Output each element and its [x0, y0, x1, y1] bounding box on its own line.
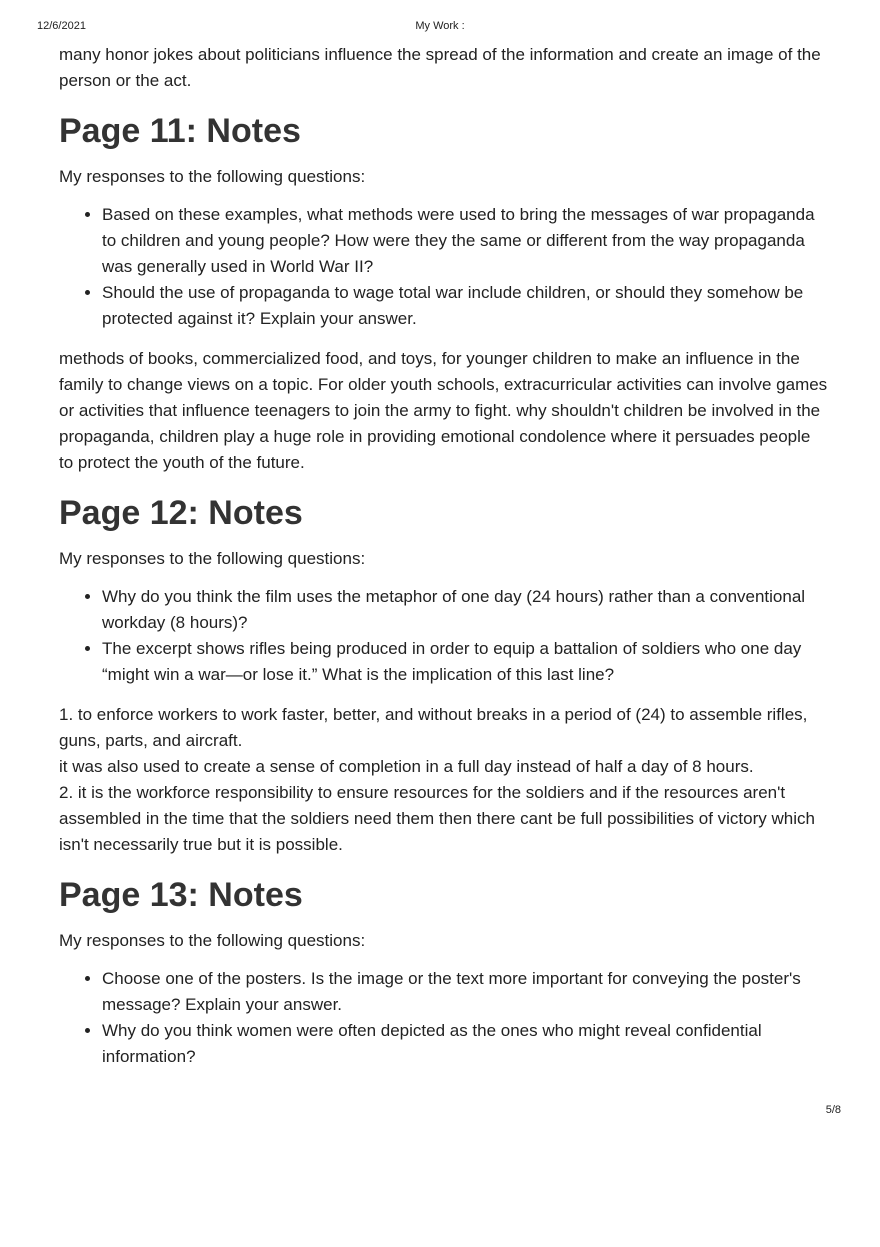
section-prompt: My responses to the following questions:	[59, 931, 366, 950]
question-item: • Why do you think the film uses the metaphor of one day (24 hours) rather than a conventional workday (8 hours)?	[102, 584, 829, 636]
answer-text: 1. to enforce workers to work faster, better, and without breaks in a period of (24) to assemble rifles, guns, parts, and aircraft.	[59, 705, 808, 750]
page-number: 5/8	[825, 1104, 841, 1116]
document-body	[59, 42, 829, 1084]
section-prompt: My responses to the following questions:	[59, 167, 366, 186]
section-heading-page-12: Page 12: Notes	[59, 494, 303, 532]
question-list	[59, 202, 829, 332]
section-heading-page-11: Page 11: Notes	[59, 112, 301, 150]
section-prompt: My responses to the following questions:	[59, 549, 366, 568]
header-title: My Work :	[415, 20, 465, 32]
answer-text: methods of books, commercialized food, and toys, for younger children to make an influence in the family to change views on a topic. For older youth schools, extracurricular activities can involve games or activities that influence teenagers to join the army to fight. why shouldn't children be involved in the propaganda, children play a huge role in providing emotional condolence where it persuades people to protect the youth of the future.	[59, 349, 828, 472]
intro-text: many honor jokes about politicians influence the spread of the information and create an image of the person or the act.	[59, 45, 821, 90]
answer-text: it was also used to create a sense of completion in a full day instead of half a day of 8 hours.	[59, 757, 754, 776]
question-item: • Choose one of the posters. Is the image or the text more important for conveying the poster's message? Explain your answer.	[102, 966, 829, 1018]
section-heading-page-13: Page 13: Notes	[59, 876, 303, 914]
question-item: • Should the use of propaganda to wage total war include children, or should they somehow be protected against it? Explain your answer.	[102, 280, 829, 332]
question-item: • Why do you think women were often depicted as the ones who might reveal confidential information?	[102, 1018, 829, 1070]
question-item: • Based on these examples, what methods were used to bring the messages of war propaganda to children and young people? How were they the same or different from the way propaganda was generally used in World War II?	[102, 202, 829, 280]
question-item: • The excerpt shows rifles being produced in order to equip a battalion of soldiers who one day “might win a war—or lose it.” What is the implication of this last line?	[102, 636, 829, 688]
answer-text: 2. it is the workforce responsibility to ensure resources for the soldiers and if the resources aren't assembled in the time that the soldiers need them then there cant be full possibilities of victory which isn't necessarily true but it is possible.	[59, 783, 815, 854]
header-date: 12/6/2021	[37, 20, 86, 32]
question-list	[59, 584, 829, 688]
question-list	[59, 966, 829, 1070]
